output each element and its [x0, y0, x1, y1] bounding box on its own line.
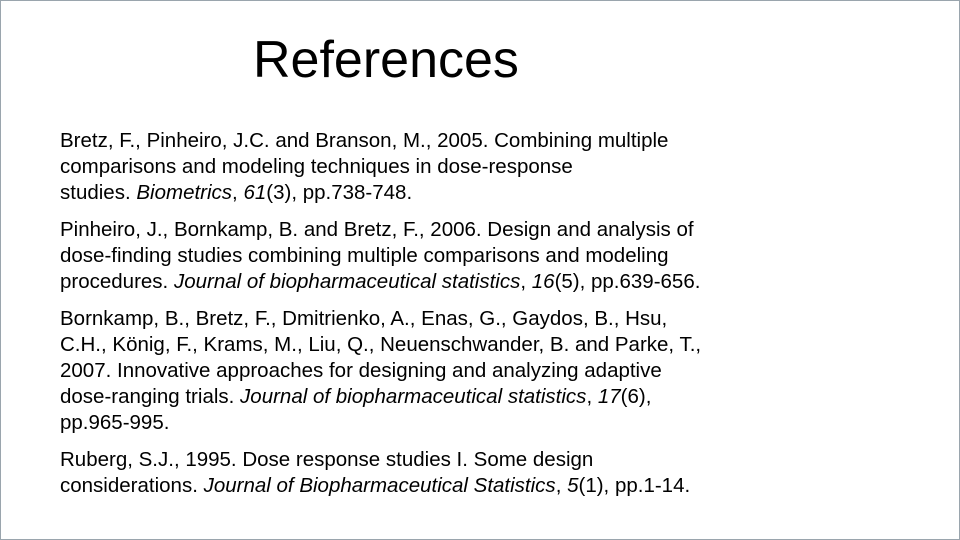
reference-text: (5), pp.639-656. [554, 270, 701, 293]
reference-text: Ruberg, S.J., 1995. Dose response studies I. Some design [60, 448, 594, 471]
reference-line [60, 180, 820, 206]
reference-italic-text: Journal of biopharmaceutical statistics [173, 270, 521, 293]
reference-text: C.H., König, F., Krams, M., Liu, Q., Neuenschwander, B. and Parke, T., [60, 333, 702, 356]
reference-text: comparisons and modeling techniques in dose‐response [60, 155, 573, 178]
reference-italic-text: Journal of biopharmaceutical statistics [240, 385, 587, 408]
reference-text: dose-ranging trials. [60, 385, 241, 408]
reference-text: , [520, 270, 532, 293]
slide-title: References [253, 31, 519, 89]
reference-text: studies. [60, 181, 137, 204]
reference-text: Bornkamp, B., Bretz, F., Dmitrienko, A., Enas, G., Gaydos, B., Hsu, [60, 307, 668, 330]
reference-italic-text: 17 [597, 385, 621, 408]
reference-entry [60, 447, 820, 499]
reference-text: procedures. [60, 270, 174, 293]
reference-line [60, 269, 820, 295]
reference-text: , [586, 385, 598, 408]
reference-text: 2007. Innovative approaches for designing and analyzing adaptive [60, 359, 662, 382]
reference-line [60, 358, 820, 384]
reference-text: considerations. [60, 474, 204, 497]
reference-italic-text: 16 [531, 270, 555, 293]
reference-entry [60, 217, 820, 295]
reference-list [60, 128, 820, 510]
reference-line [60, 128, 820, 154]
reference-text: (1), pp.1-14. [578, 474, 691, 497]
reference-entry [60, 128, 820, 206]
reference-italic-text: 5 [567, 474, 579, 497]
reference-text: Bretz, F., Pinheiro, J.C. and Branson, M., 2005. Combining multiple [60, 129, 669, 152]
reference-text: (3), pp.738-748. [266, 181, 413, 204]
reference-text: Pinheiro, J., Bornkamp, B. and Bretz, F., 2006. Design and analysis of [60, 218, 694, 241]
reference-line [60, 332, 820, 358]
reference-italic-text: 61 [243, 181, 267, 204]
reference-italic-text: Journal of Biopharmaceutical Statistics [203, 474, 556, 497]
reference-line [60, 243, 820, 269]
reference-line [60, 154, 820, 180]
reference-line [60, 384, 820, 410]
reference-text: , [232, 181, 244, 204]
reference-text: , [555, 474, 568, 497]
reference-text: (6), [620, 385, 652, 408]
reference-line [60, 410, 820, 436]
reference-line [60, 473, 820, 499]
reference-text: dose-finding studies combining multiple comparisons and modeling [60, 244, 669, 267]
reference-line [60, 447, 820, 473]
reference-line [60, 306, 820, 332]
reference-line [60, 217, 820, 243]
reference-text: pp.965-995. [60, 411, 170, 434]
reference-italic-text: Biometrics [136, 181, 233, 204]
reference-entry [60, 306, 820, 436]
